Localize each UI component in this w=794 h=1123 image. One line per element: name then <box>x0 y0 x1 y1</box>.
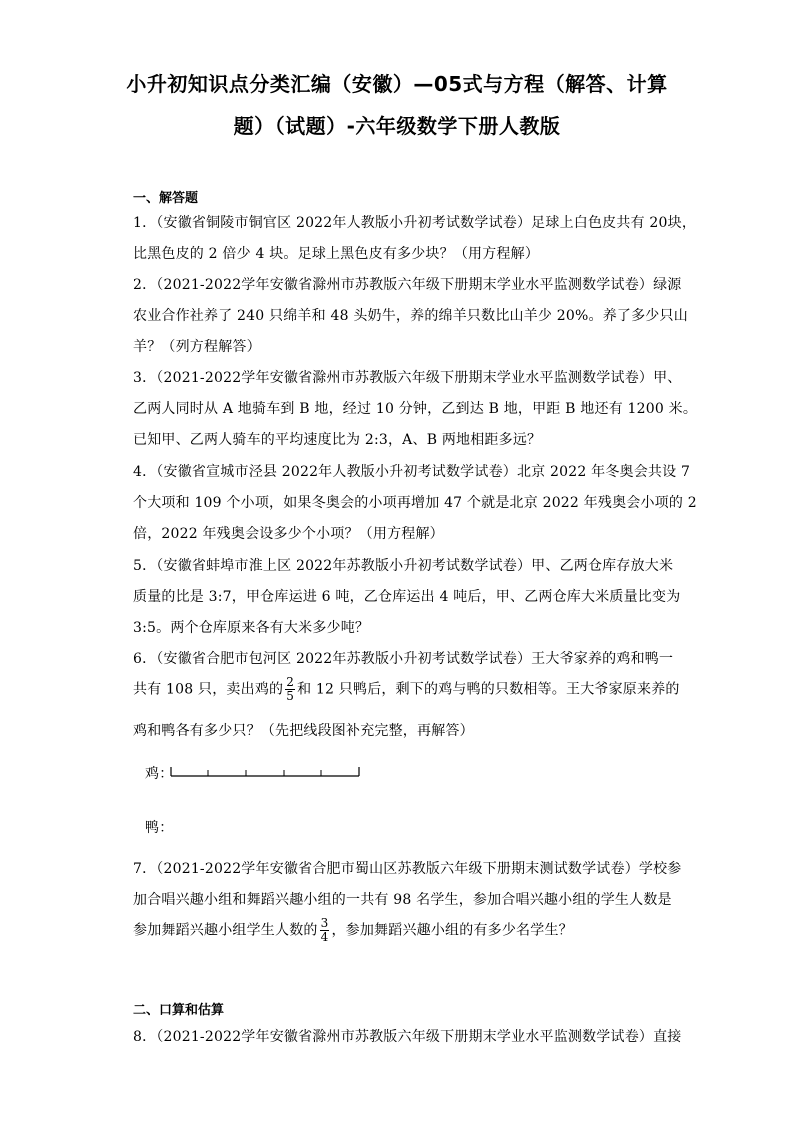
duck-label: 鸭： <box>145 820 174 836</box>
question-5-line-2: 质量的比是 3:7，甲仓库运进 6 吨，乙仓库运出 4 吨后，甲、乙两仓库大米质量比变为 <box>133 589 681 605</box>
question-7-line-1: 7．（2021-2022学年安徽省合肥市蜀山区苏教版六年级下册期末测试数学试卷）学校参 <box>133 861 682 877</box>
fraction-three-fourths: $\frac{3}{4}$ <box>320 916 329 944</box>
section-heading-mental-math: 二、口算和估算 <box>133 1003 225 1018</box>
section-heading-solve: 一、解答题 <box>133 191 199 206</box>
question-3-line-1: 3．（2021-2022学年安徽省滁州市苏教版六年级下册期末学业水平监测数学试卷）甲、 <box>133 370 682 386</box>
question-2-line-2: 农业合作社养了 240 只绵羊和 48 头奶牛，养的绵羊只数比山羊少 20%。养了多少只山 <box>133 308 688 324</box>
question-6-line-2-start: 共有 108 只，卖出鸡的 <box>133 681 284 698</box>
question-7-line-3-end: ，参加舞蹈兴趣小组的有多少名学生？ <box>331 922 573 939</box>
question-6-line-2-end: 和 12 只鸭后，剩下的鸡与鸭的只数相等。王大爷家原来养的 <box>297 681 680 698</box>
question-5-line-1: 5．（安徽省蚌埠市淮上区 2022年苏教版小升初考试数学试卷）甲、乙两仓库存放大米 <box>133 558 674 574</box>
chicken-label: 鸡： <box>145 766 174 782</box>
question-6-line-2 <box>133 676 680 703</box>
title-line-2: 题）（试题）-六年级数学下册人教版 <box>233 114 561 138</box>
question-7-line-3-start: 参加舞蹈兴趣小组学生人数的 <box>133 922 318 939</box>
question-3-line-3: 已知甲、乙两人骑车的平均速度比为 2:3，A、B 两地相距多远？ <box>133 432 542 448</box>
chicken-segment-diagram <box>170 764 365 780</box>
question-4-line-3: 倍，2022 年残奥会设多少个小项？（用方程解） <box>133 526 444 542</box>
question-8-line-1: 8．（2021-2022学年安徽省滁州市苏教版六年级下册期末学业水平监测数学试卷）直接 <box>133 1029 682 1045</box>
question-1-line-2: 比黑色皮的 2 倍少 4 块。足球上黑色皮有多少块？（用方程解） <box>133 246 540 262</box>
question-2-line-1: 2．（2021-2022学年安徽省滁州市苏教版六年级下册期末学业水平监测数学试卷）绿源 <box>133 277 682 293</box>
fraction-two-fifths: $\frac{2}{5}$ <box>286 675 295 703</box>
question-7-line-2: 加合唱兴趣小组和舞蹈兴趣小组的一共有 98 名学生，参加合唱兴趣小组的学生人数是 <box>133 892 672 908</box>
question-4-line-1: 4．（安徽省宣城市泾县 2022年人教版小升初考试数学试卷）北京 2022 年冬奥会共设 7 <box>133 464 691 480</box>
question-3-line-2: 乙两人同时从 A 地骑车到 B 地，经过 10 分钟，乙到达 B 地，甲距 B 地还有 1200 米。 <box>133 401 698 417</box>
question-7-line-3 <box>133 917 573 944</box>
question-1-line-1: 1．（安徽省铜陵市铜官区 2022年人教版小升初考试数学试卷）足球上白色皮共有 20块， <box>133 215 697 231</box>
title-line-1: 小升初知识点分类汇编（安徽）—05式与方程（解答、计算 <box>126 72 668 96</box>
question-2-line-3: 羊？（列方程解答） <box>133 339 261 355</box>
question-6-line-1: 6．（安徽省合肥市包河区 2022年苏教版小升初考试数学试卷）王大爷家养的鸡和鸭一 <box>133 651 674 667</box>
question-4-line-2: 个大项和 109 个小项，如果冬奥会的小项再增加 47 个就是北京 2022 年残奥会小项的 2 <box>133 495 697 511</box>
question-5-line-3: 3:5。两个仓库原来各有大米多少吨？ <box>133 620 370 636</box>
question-6-line-3: 鸡和鸭各有多少只？（先把线段图补充完整，再解答） <box>133 723 474 739</box>
